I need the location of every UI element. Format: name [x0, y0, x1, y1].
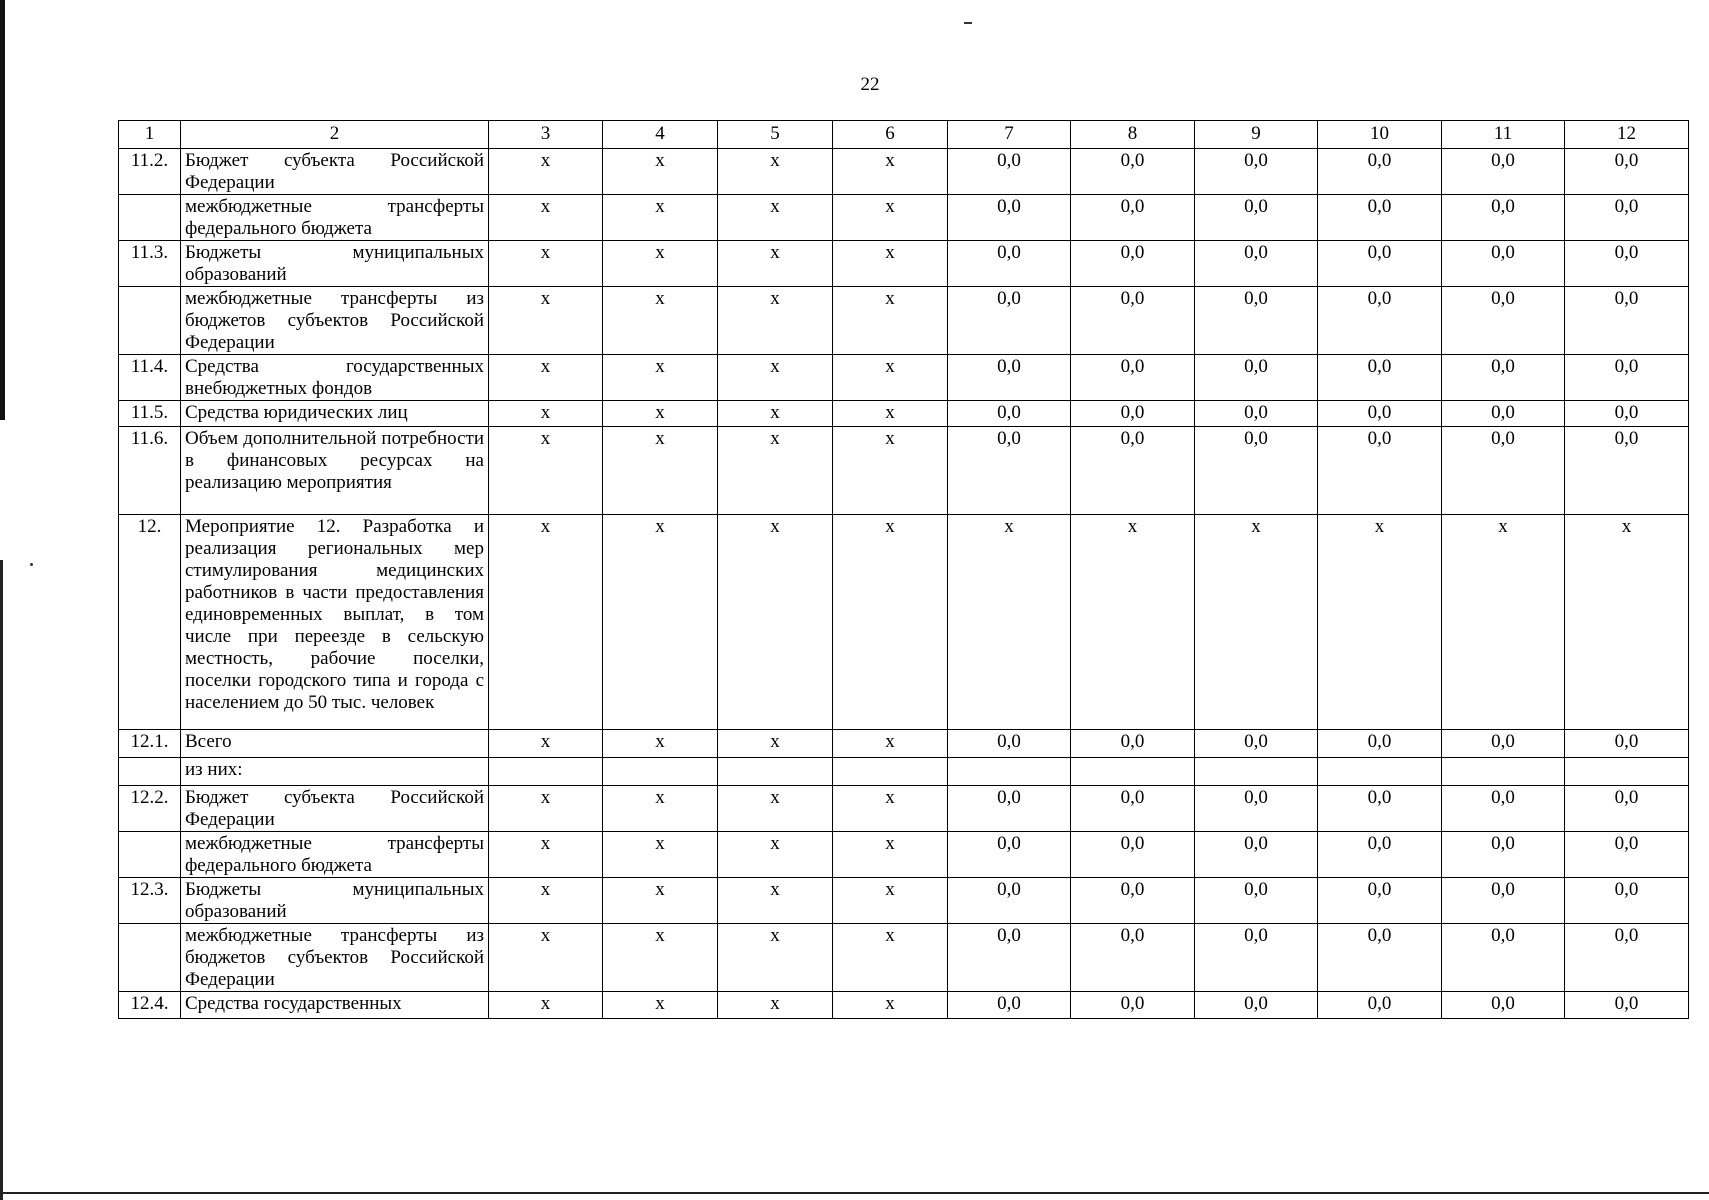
budget-table — [118, 120, 1689, 1019]
row-name: Мероприятие 12. Разработка и реализация региональных мер стимулирования медицинских работников в части предоставления единовременных выплат, в том числе при переезде в сельскую местность, рабочие поселки, поселки городского типа и города с населением до 50 тыс. человек — [181, 515, 489, 730]
value-cell: 0,0 — [1565, 992, 1689, 1019]
value-cell: 0,0 — [1565, 355, 1689, 401]
value-cell: 0,0 — [1318, 878, 1442, 924]
table-row — [119, 149, 1689, 195]
value-cell: 0,0 — [1071, 878, 1195, 924]
value-cell: 0,0 — [1195, 924, 1318, 992]
value-cell: 0,0 — [948, 241, 1071, 287]
table-row — [119, 427, 1689, 515]
column-header: 11 — [1442, 121, 1565, 149]
row-name: Средства государственных — [181, 992, 489, 1019]
row-number: 12.3. — [119, 878, 181, 924]
value-cell: x — [718, 878, 833, 924]
value-cell: 0,0 — [948, 730, 1071, 758]
value-cell: 0,0 — [1071, 992, 1195, 1019]
value-cell: x — [1318, 515, 1442, 730]
column-header: 3 — [489, 121, 603, 149]
value-cell: x — [489, 355, 603, 401]
value-cell: x — [489, 992, 603, 1019]
value-cell: 0,0 — [1565, 730, 1689, 758]
row-name: Всего — [181, 730, 489, 758]
value-cell: 0,0 — [948, 287, 1071, 355]
value-cell: x — [1565, 515, 1689, 730]
table-body — [119, 121, 1689, 1019]
value-cell: 0,0 — [948, 195, 1071, 241]
value-cell: x — [718, 992, 833, 1019]
value-cell: 0,0 — [948, 427, 1071, 515]
value-cell: 0,0 — [1318, 924, 1442, 992]
value-cell: x — [833, 287, 948, 355]
value-cell: x — [833, 195, 948, 241]
value-cell: 0,0 — [1071, 730, 1195, 758]
value-cell — [948, 758, 1071, 786]
value-cell: x — [718, 427, 833, 515]
value-cell: 0,0 — [1565, 832, 1689, 878]
value-cell: x — [718, 832, 833, 878]
value-cell: 0,0 — [1442, 878, 1565, 924]
value-cell: 0,0 — [1318, 355, 1442, 401]
value-cell: x — [489, 149, 603, 195]
row-number: 12. — [119, 515, 181, 730]
value-cell: x — [718, 241, 833, 287]
value-cell: 0,0 — [1442, 149, 1565, 195]
table-row — [119, 758, 1689, 786]
value-cell: 0,0 — [1071, 924, 1195, 992]
value-cell: x — [489, 241, 603, 287]
row-number — [119, 924, 181, 992]
value-cell: 0,0 — [1071, 195, 1195, 241]
value-cell — [1195, 758, 1318, 786]
value-cell: x — [489, 878, 603, 924]
value-cell: 0,0 — [948, 832, 1071, 878]
value-cell: 0,0 — [1442, 786, 1565, 832]
value-cell: 0,0 — [1565, 878, 1689, 924]
value-cell: 0,0 — [1565, 924, 1689, 992]
table-row — [119, 730, 1689, 758]
value-cell: 0,0 — [1071, 149, 1195, 195]
table-row — [119, 515, 1689, 730]
row-number: 11.6. — [119, 427, 181, 515]
value-cell: 0,0 — [1318, 149, 1442, 195]
value-cell: x — [489, 730, 603, 758]
value-cell: x — [718, 355, 833, 401]
scan-edge-line — [0, 1192, 1709, 1194]
value-cell: 0,0 — [1442, 427, 1565, 515]
row-name: из них: — [181, 758, 489, 786]
row-name: Бюджеты муниципальных образований — [181, 241, 489, 287]
column-header: 10 — [1318, 121, 1442, 149]
value-cell: x — [833, 786, 948, 832]
value-cell: x — [833, 924, 948, 992]
value-cell: 0,0 — [1442, 287, 1565, 355]
value-cell: 0,0 — [1318, 832, 1442, 878]
scan-edge-mark — [0, 560, 3, 1200]
scan-edge-mark — [0, 0, 5, 420]
value-cell: 0,0 — [1442, 730, 1565, 758]
value-cell — [1565, 758, 1689, 786]
row-number: 11.5. — [119, 401, 181, 427]
value-cell: 0,0 — [1442, 832, 1565, 878]
value-cell: 0,0 — [1195, 992, 1318, 1019]
value-cell: x — [603, 515, 718, 730]
column-header: 1 — [119, 121, 181, 149]
value-cell: 0,0 — [948, 786, 1071, 832]
value-cell: 0,0 — [1565, 401, 1689, 427]
value-cell: x — [718, 401, 833, 427]
value-cell — [1442, 758, 1565, 786]
value-cell: 0,0 — [1071, 355, 1195, 401]
value-cell: x — [833, 401, 948, 427]
value-cell: 0,0 — [1565, 427, 1689, 515]
table-row — [119, 401, 1689, 427]
value-cell: 0,0 — [1318, 287, 1442, 355]
value-cell: 0,0 — [1195, 878, 1318, 924]
value-cell: x — [718, 515, 833, 730]
row-name: межбюджетные трансферты федерального бюджета — [181, 195, 489, 241]
value-cell — [1071, 758, 1195, 786]
value-cell: 0,0 — [1071, 832, 1195, 878]
value-cell: x — [603, 786, 718, 832]
value-cell: 0,0 — [1195, 401, 1318, 427]
value-cell: x — [603, 832, 718, 878]
table-row — [119, 241, 1689, 287]
value-cell: x — [603, 195, 718, 241]
value-cell: 0,0 — [1442, 355, 1565, 401]
value-cell: x — [833, 878, 948, 924]
scan-speck — [964, 22, 972, 24]
row-number: 11.3. — [119, 241, 181, 287]
value-cell: 0,0 — [1195, 149, 1318, 195]
value-cell: 0,0 — [1565, 149, 1689, 195]
value-cell: x — [603, 992, 718, 1019]
row-name: межбюджетные трансферты из бюджетов субъектов Российской Федерации — [181, 924, 489, 992]
value-cell: x — [603, 287, 718, 355]
table-row — [119, 878, 1689, 924]
column-header: 7 — [948, 121, 1071, 149]
value-cell: 0,0 — [1442, 401, 1565, 427]
value-cell: x — [833, 149, 948, 195]
value-cell: 0,0 — [1318, 401, 1442, 427]
value-cell: 0,0 — [1195, 832, 1318, 878]
value-cell: 0,0 — [1318, 241, 1442, 287]
table-row — [119, 355, 1689, 401]
value-cell: x — [833, 427, 948, 515]
row-name: Объем дополнительной потребности в финансовых ресурсах на реализацию мероприятия — [181, 427, 489, 515]
value-cell: x — [489, 924, 603, 992]
row-number — [119, 287, 181, 355]
row-number: 12.2. — [119, 786, 181, 832]
row-number — [119, 832, 181, 878]
value-cell: x — [1442, 515, 1565, 730]
value-cell: 0,0 — [948, 878, 1071, 924]
value-cell: x — [603, 149, 718, 195]
value-cell: 0,0 — [1195, 786, 1318, 832]
row-name: межбюджетные трансферты федерального бюджета — [181, 832, 489, 878]
row-name: межбюджетные трансферты из бюджетов субъектов Российской Федерации — [181, 287, 489, 355]
value-cell: 0,0 — [1195, 287, 1318, 355]
table-row — [119, 195, 1689, 241]
value-cell: x — [833, 241, 948, 287]
page-number: 22 — [860, 74, 880, 95]
value-cell: 0,0 — [1565, 287, 1689, 355]
row-number — [119, 758, 181, 786]
value-cell: 0,0 — [1195, 730, 1318, 758]
value-cell — [603, 758, 718, 786]
value-cell: 0,0 — [948, 149, 1071, 195]
value-cell: 0,0 — [1565, 241, 1689, 287]
value-cell: x — [489, 515, 603, 730]
value-cell: 0,0 — [1442, 924, 1565, 992]
value-cell: x — [833, 515, 948, 730]
row-name: Средства государственных внебюджетных фондов — [181, 355, 489, 401]
value-cell: x — [603, 241, 718, 287]
value-cell: 0,0 — [948, 992, 1071, 1019]
value-cell: 0,0 — [1318, 992, 1442, 1019]
scan-speck — [30, 563, 33, 566]
value-cell: 0,0 — [1318, 195, 1442, 241]
value-cell: 0,0 — [1318, 786, 1442, 832]
value-cell: x — [833, 992, 948, 1019]
value-cell: x — [948, 515, 1071, 730]
value-cell: x — [718, 287, 833, 355]
value-cell: x — [603, 878, 718, 924]
table-row — [119, 992, 1689, 1019]
row-number — [119, 195, 181, 241]
column-header: 9 — [1195, 121, 1318, 149]
row-name: Бюджет субъекта Российской Федерации — [181, 149, 489, 195]
column-header: 12 — [1565, 121, 1689, 149]
value-cell: x — [718, 730, 833, 758]
value-cell — [489, 758, 603, 786]
value-cell: 0,0 — [948, 401, 1071, 427]
row-number: 11.2. — [119, 149, 181, 195]
value-cell: x — [718, 149, 833, 195]
column-header: 5 — [718, 121, 833, 149]
row-name: Бюджеты муниципальных образований — [181, 878, 489, 924]
value-cell: 0,0 — [1071, 241, 1195, 287]
value-cell: 0,0 — [1318, 730, 1442, 758]
value-cell: 0,0 — [1071, 427, 1195, 515]
value-cell: x — [833, 355, 948, 401]
value-cell: x — [489, 401, 603, 427]
row-number: 12.1. — [119, 730, 181, 758]
table-row — [119, 832, 1689, 878]
value-cell: 0,0 — [1071, 401, 1195, 427]
value-cell — [718, 758, 833, 786]
column-header: 4 — [603, 121, 718, 149]
value-cell: x — [603, 427, 718, 515]
row-name: Средства юридических лиц — [181, 401, 489, 427]
value-cell: x — [1195, 515, 1318, 730]
value-cell: 0,0 — [1442, 992, 1565, 1019]
table-row — [119, 786, 1689, 832]
value-cell — [1318, 758, 1442, 786]
value-cell: x — [603, 924, 718, 992]
value-cell: 0,0 — [1442, 195, 1565, 241]
table-header-row — [119, 121, 1689, 149]
value-cell: x — [489, 427, 603, 515]
value-cell: x — [603, 730, 718, 758]
row-number: 11.4. — [119, 355, 181, 401]
value-cell: 0,0 — [1071, 786, 1195, 832]
value-cell: 0,0 — [1195, 195, 1318, 241]
value-cell: x — [833, 730, 948, 758]
value-cell: 0,0 — [1195, 427, 1318, 515]
value-cell: 0,0 — [1442, 241, 1565, 287]
value-cell: x — [489, 786, 603, 832]
value-cell: x — [489, 287, 603, 355]
value-cell: x — [489, 832, 603, 878]
value-cell: 0,0 — [1565, 786, 1689, 832]
value-cell: x — [603, 401, 718, 427]
value-cell: 0,0 — [1195, 241, 1318, 287]
table-row — [119, 287, 1689, 355]
value-cell: x — [1071, 515, 1195, 730]
value-cell: x — [718, 195, 833, 241]
value-cell: 0,0 — [1071, 287, 1195, 355]
row-name: Бюджет субъекта Российской Федерации — [181, 786, 489, 832]
value-cell: x — [718, 924, 833, 992]
value-cell: 0,0 — [948, 355, 1071, 401]
value-cell: x — [489, 195, 603, 241]
value-cell: 0,0 — [1318, 427, 1442, 515]
table-row — [119, 924, 1689, 992]
value-cell: x — [603, 355, 718, 401]
value-cell: 0,0 — [1195, 355, 1318, 401]
column-header: 8 — [1071, 121, 1195, 149]
value-cell: x — [718, 786, 833, 832]
value-cell: x — [833, 832, 948, 878]
value-cell — [833, 758, 948, 786]
column-header: 2 — [181, 121, 489, 149]
row-number: 12.4. — [119, 992, 181, 1019]
value-cell: 0,0 — [1565, 195, 1689, 241]
column-header: 6 — [833, 121, 948, 149]
value-cell: 0,0 — [948, 924, 1071, 992]
